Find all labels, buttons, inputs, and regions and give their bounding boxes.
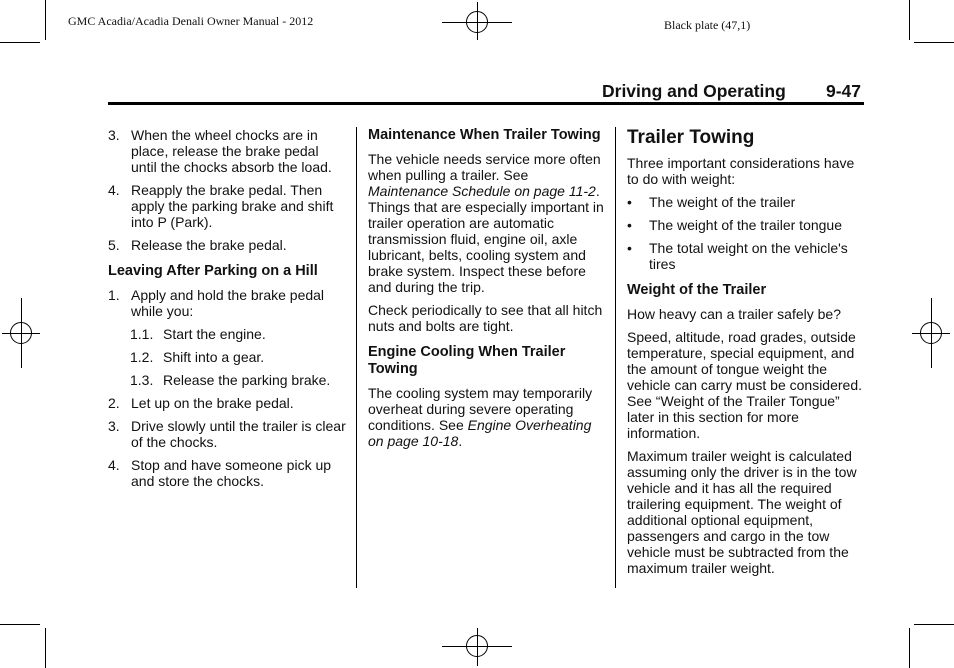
manual-title: GMC Acadia/Acadia Denali Owner Manual - 2012	[68, 14, 314, 28]
subsection-heading: Leaving After Parking on a Hill	[108, 263, 318, 279]
paragraph: How heavy can a trailer safely be?	[627, 306, 841, 322]
column-3	[627, 127, 865, 583]
paragraph: The vehicle needs service more often when pulling a trailer. See Maintenance Schedule on page 11-2. Things that are especially important in trailer operation are automatic transmission fluid, engine oil, axle lubricant, belts, cooling system and brake system. Inspect these before and during the trip.	[368, 151, 604, 295]
bullet-icon: •	[627, 217, 632, 233]
column-1	[108, 127, 346, 496]
plate-label: Black plate (47,1)	[664, 18, 751, 32]
subsection-heading: Weight of the Trailer	[627, 282, 767, 298]
bullet-item: • The weight of the trailer	[627, 194, 796, 210]
column-divider	[356, 127, 357, 588]
list-item: 5. Release the brake pedal.	[108, 237, 287, 253]
paragraph: Maximum trailer weight is calculated assuming only the driver is in the tow vehicle and it has all the required trailering equipment. The weight of additional optional equipment, passengers and cargo in the tow vehicle must be subtracted from the maximum trailer weight.	[627, 448, 857, 576]
crop-mark	[914, 42, 954, 43]
sub-list-item: 1.3. Release the parking brake.	[130, 372, 331, 388]
paragraph: The cooling system may temporarily overheat during severe operating conditions. See Engine Overheating on page 10-18.	[368, 385, 593, 449]
column-2	[368, 127, 606, 456]
list-item: 2. Let up on the brake pedal.	[108, 395, 294, 411]
cross-reference: Maintenance Schedule on page 11-2	[368, 183, 596, 199]
bullet-icon: •	[627, 240, 632, 256]
list-item: 4. Reapply the brake pedal. Then apply the parking brake and shift into P (Park).	[108, 182, 334, 230]
bullet-item: • The weight of the trailer tongue	[627, 217, 843, 233]
page-number: 9-47	[826, 81, 862, 101]
list-item: 1. Apply and hold the brake pedal while you:	[108, 287, 325, 319]
crop-mark	[0, 42, 40, 43]
paragraph: Speed, altitude, road grades, outside temperature, special equipment, and the amount of tongue weight the vehicle can carry must be considered. See “Weight of the Trailer Tongue” later in this section for more information.	[627, 329, 862, 441]
paragraph: Check periodically to see that all hitch nuts and bolts are tight.	[368, 302, 603, 334]
list-item: 3. Drive slowly until the trailer is clear of the chocks.	[108, 418, 346, 450]
bullet-item: • The total weight on the vehicle's tires	[627, 240, 848, 272]
column-divider	[615, 127, 616, 588]
crop-mark	[0, 624, 40, 625]
bullet-icon: •	[627, 194, 632, 210]
subsection-heading: Engine Cooling When Trailer Towing	[368, 344, 566, 377]
header-rule	[108, 102, 864, 105]
crop-mark	[909, 628, 910, 668]
crop-mark	[45, 0, 46, 40]
cross-reference: Engine Overheating on page 10-18	[368, 417, 592, 449]
section-heading: Trailer Towing	[627, 127, 755, 148]
list-item: 4. Stop and have someone pick up and store the chocks.	[108, 457, 332, 489]
paragraph: Three important considerations have to do with weight:	[627, 155, 855, 187]
list-item: 3. When the wheel chocks are in place, release the brake pedal until the chocks absorb the load.	[108, 127, 332, 175]
sub-list-item: 1.2. Shift into a gear.	[130, 349, 265, 365]
sub-list-item: 1.1. Start the engine.	[130, 326, 266, 342]
section-title: Driving and Operating	[602, 81, 786, 101]
crop-mark	[909, 0, 910, 40]
crop-mark	[45, 628, 46, 668]
crop-mark	[914, 624, 954, 625]
subsection-heading: Maintenance When Trailer Towing	[368, 127, 601, 143]
